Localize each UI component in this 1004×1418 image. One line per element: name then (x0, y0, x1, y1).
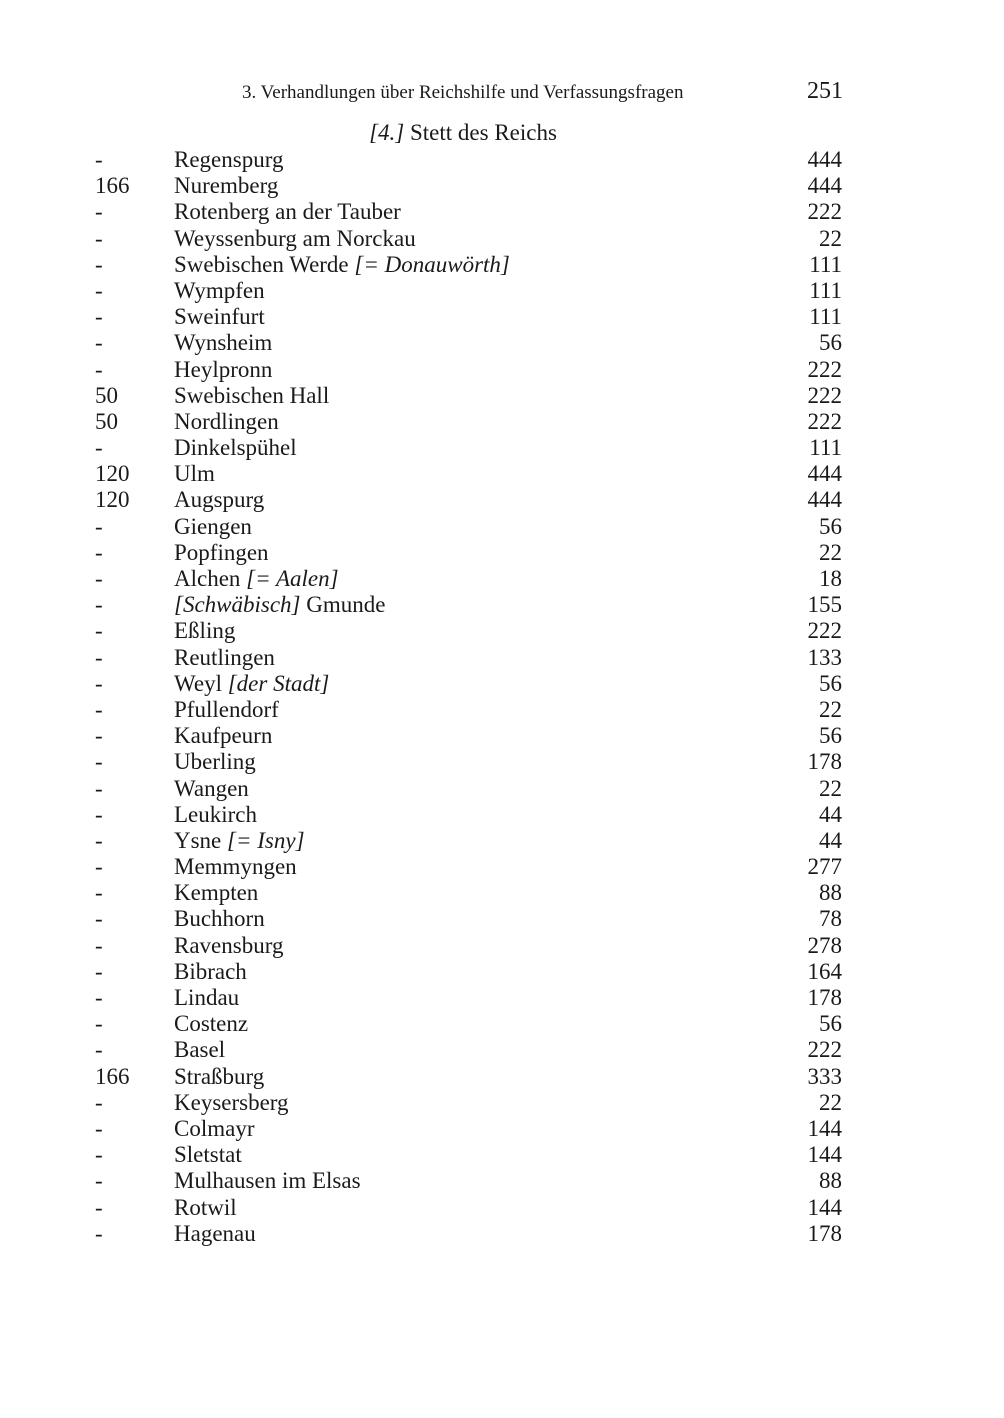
city-name-cell (174, 1090, 289, 1116)
city-name-cell (174, 749, 256, 775)
assessment-value: 444 (807, 487, 842, 513)
assessment-value: 111 (809, 251, 842, 277)
contribution-amount: - (95, 225, 103, 251)
city-name-cell (174, 592, 385, 618)
assessment-value: 56 (819, 1011, 842, 1037)
city-name-cell (174, 618, 235, 644)
assessment-value: 178 (807, 749, 842, 775)
table-row (0, 749, 1004, 775)
contribution-amount: 166 (95, 173, 130, 199)
city-name-cell (174, 330, 272, 356)
assessment-value: 144 (807, 1115, 842, 1141)
city-name-cell (174, 1037, 225, 1063)
editorial-note: [Schwäbisch] (174, 592, 301, 618)
assessment-value: 88 (819, 1168, 842, 1194)
table-row (0, 199, 1004, 225)
assessment-value: 111 (809, 304, 842, 330)
table-row (0, 1221, 1004, 1247)
table-row (0, 330, 1004, 356)
city-name: Uberling (174, 749, 256, 775)
city-name-cell (174, 697, 279, 723)
contribution-amount: - (95, 775, 103, 801)
assessment-value: 22 (819, 775, 842, 801)
city-name-cell (174, 959, 247, 985)
city-name-cell (174, 854, 297, 880)
city-name-cell (174, 1064, 264, 1090)
table-row (0, 487, 1004, 513)
assessment-value: 222 (807, 1037, 842, 1063)
assessment-value: 56 (819, 513, 842, 539)
contribution-amount: - (95, 932, 103, 958)
contribution-amount: - (95, 906, 103, 932)
city-name: Alchen (174, 566, 241, 591)
table-row (0, 1064, 1004, 1090)
section-title: Stett des Reichs (409, 120, 557, 145)
running-title: 3. Verhandlungen über Reichshilfe und Verfassungsfragen (242, 82, 684, 103)
assessment-value: 22 (819, 539, 842, 565)
contribution-amount: - (95, 1011, 103, 1037)
contribution-amount: - (95, 566, 103, 591)
city-name: Swebischen Werde (174, 251, 349, 277)
contribution-amount: - (95, 985, 103, 1010)
assessment-value: 22 (819, 225, 842, 251)
table-row (0, 828, 1004, 854)
city-name: Kaufpeurn (174, 723, 273, 749)
assessment-value: 18 (819, 566, 842, 591)
table-row (0, 461, 1004, 487)
editorial-note: [= Isny] (227, 827, 305, 853)
contribution-amount: - (95, 801, 103, 827)
contribution-amount: - (95, 827, 103, 853)
table-row (0, 854, 1004, 880)
contribution-amount: - (95, 1115, 103, 1141)
table-row (0, 592, 1004, 618)
city-name: Weyssenburg am Norckau (174, 225, 416, 251)
contribution-amount: - (95, 854, 103, 880)
assessment-value: 444 (807, 461, 842, 487)
assessment-value: 278 (807, 932, 842, 958)
assessment-value: 133 (807, 644, 842, 670)
contribution-amount: - (95, 1220, 103, 1246)
contribution-amount: - (95, 251, 103, 277)
city-name-cell (174, 173, 278, 199)
assessment-value: 111 (809, 435, 842, 461)
assessment-value: 111 (809, 277, 842, 303)
contribution-amount: - (95, 958, 103, 984)
city-name-cell (174, 1168, 361, 1194)
city-name: Eßling (174, 618, 236, 644)
table-row (0, 1090, 1004, 1116)
table-row (0, 566, 1004, 592)
city-name-cell (174, 199, 401, 225)
contribution-amount: - (95, 1168, 103, 1194)
table-row (0, 880, 1004, 906)
assessment-value: 56 (819, 330, 842, 356)
city-name: Sweinfurt (174, 304, 265, 330)
contribution-amount: - (95, 1037, 103, 1063)
table-row (0, 1168, 1004, 1194)
table-row (0, 304, 1004, 330)
contribution-amount: 50 (95, 382, 118, 408)
contribution-amount: - (95, 1089, 103, 1115)
assessment-value: 222 (807, 382, 842, 408)
city-name-cell (174, 776, 249, 802)
city-name-cell (174, 1116, 255, 1142)
contribution-amount: 120 (95, 461, 130, 487)
city-name: Wympfen (174, 277, 265, 303)
city-name: Bibrach (174, 958, 247, 984)
assessment-value: 222 (807, 618, 842, 644)
city-name-cell (174, 278, 265, 304)
table-row (0, 933, 1004, 959)
contribution-amount: - (95, 330, 103, 356)
city-name: Hagenau (174, 1220, 256, 1246)
table-row (0, 776, 1004, 802)
table-row (0, 985, 1004, 1011)
table-row (0, 959, 1004, 985)
city-name-cell (174, 1221, 256, 1247)
city-name: Pfullendorf (174, 696, 279, 722)
contribution-amount: - (95, 696, 103, 722)
assessment-value: 88 (819, 880, 842, 906)
city-name: Ysne (174, 827, 222, 853)
contribution-amount: - (95, 539, 103, 565)
city-name-cell (174, 1195, 237, 1221)
city-name: Heylpronn (174, 356, 273, 382)
city-name-cell (174, 383, 329, 409)
city-name-cell (174, 461, 215, 487)
editorial-note: [= Donauwörth] (354, 251, 510, 277)
city-name-cell (174, 252, 510, 278)
city-name: Sletstat (174, 1142, 242, 1168)
city-name-cell (174, 540, 269, 566)
assessment-value: 78 (819, 906, 842, 932)
assessment-value: 222 (807, 356, 842, 382)
table-row (0, 383, 1004, 409)
city-name-cell (174, 671, 329, 697)
city-name-cell (174, 880, 258, 906)
city-name: Straßburg (174, 1063, 265, 1089)
assessment-value: 155 (807, 592, 842, 618)
contribution-amount: - (95, 304, 103, 330)
city-name: Colmayr (174, 1115, 255, 1141)
assessment-value: 144 (807, 1142, 842, 1168)
table-row (0, 1037, 1004, 1063)
contribution-table (0, 147, 1004, 1247)
table-row (0, 409, 1004, 435)
city-name: Weyl (174, 670, 222, 696)
assessment-value: 178 (807, 985, 842, 1010)
city-name: Giengen (174, 513, 252, 539)
city-name: Wangen (174, 775, 249, 801)
city-name: Buchhorn (174, 906, 265, 932)
city-name-cell (174, 1011, 248, 1037)
contribution-amount: - (95, 356, 103, 382)
contribution-amount: - (95, 880, 103, 906)
city-name-cell (174, 723, 272, 749)
city-name-cell (174, 147, 283, 173)
table-row (0, 252, 1004, 278)
assessment-value: 44 (819, 801, 842, 827)
city-name-cell (174, 409, 279, 435)
city-name-cell (174, 802, 257, 828)
table-row (0, 802, 1004, 828)
assessment-value: 22 (819, 696, 842, 722)
city-name: Mulhausen im Elsas (174, 1168, 361, 1194)
city-name: Dinkelspühel (174, 435, 297, 461)
editorial-note: [der Stadt] (227, 670, 330, 696)
contribution-amount: - (95, 644, 103, 670)
table-row (0, 435, 1004, 461)
city-name: Kempten (174, 880, 259, 906)
section-heading (0, 120, 926, 146)
table-row (0, 618, 1004, 644)
assessment-value: 222 (807, 408, 842, 434)
city-name: Rotenberg an der Tauber (174, 199, 401, 225)
page-number: 251 (807, 78, 843, 104)
assessment-value: 22 (819, 1089, 842, 1115)
assessment-value: 444 (807, 173, 842, 199)
contribution-amount: - (95, 277, 103, 303)
city-name: Augspurg (174, 487, 265, 513)
table-row (0, 697, 1004, 723)
contribution-amount: - (95, 749, 103, 775)
city-name: Ravensburg (174, 932, 284, 958)
table-row (0, 357, 1004, 383)
city-name: Basel (174, 1037, 226, 1063)
city-name-cell (174, 514, 252, 540)
city-name: Costenz (174, 1011, 249, 1037)
table-row (0, 1116, 1004, 1142)
assessment-value: 277 (807, 854, 842, 880)
city-name: Rotwil (174, 1194, 237, 1220)
city-name: Swebischen Hall (174, 382, 330, 408)
assessment-value: 144 (807, 1194, 842, 1220)
city-name: Regenspurg (174, 147, 284, 172)
city-name-cell (174, 566, 339, 592)
assessment-value: 44 (819, 827, 842, 853)
city-name: Wynsheim (174, 330, 273, 356)
assessment-value: 333 (807, 1063, 842, 1089)
table-row (0, 645, 1004, 671)
table-row (0, 723, 1004, 749)
city-name: Nordlingen (174, 408, 279, 434)
contribution-amount: 50 (95, 408, 118, 434)
city-name: Ulm (174, 461, 215, 487)
city-name-cell (174, 487, 264, 513)
assessment-value: 222 (807, 199, 842, 225)
contribution-amount: 120 (95, 487, 130, 513)
city-name-cell (174, 435, 297, 461)
city-name: Nuremberg (174, 173, 279, 199)
table-row (0, 226, 1004, 252)
contribution-amount: - (95, 435, 103, 461)
city-name-cell (174, 304, 265, 330)
contribution-amount: - (95, 199, 103, 225)
city-name: Lindau (174, 985, 240, 1010)
table-row (0, 906, 1004, 932)
contribution-amount: - (95, 670, 103, 696)
city-name: Keysersberg (174, 1089, 289, 1115)
assessment-value: 56 (819, 670, 842, 696)
contribution-amount: - (95, 618, 103, 644)
contribution-amount: - (95, 1194, 103, 1220)
running-head (0, 78, 1004, 108)
contribution-amount: - (95, 1142, 103, 1168)
city-name-cell (174, 226, 416, 252)
table-row (0, 1011, 1004, 1037)
table-row (0, 278, 1004, 304)
editorial-note: [= Aalen] (246, 566, 339, 591)
contribution-amount: - (95, 513, 103, 539)
assessment-value: 444 (807, 147, 842, 172)
contribution-amount: 166 (95, 1063, 130, 1089)
city-name-cell (174, 828, 305, 854)
city-name-cell (174, 1142, 242, 1168)
city-name-cell (174, 357, 272, 383)
assessment-value: 56 (819, 723, 842, 749)
city-name: Memmyngen (174, 854, 297, 880)
city-name: Reutlingen (174, 644, 275, 670)
city-name-cell (174, 933, 283, 959)
table-row (0, 1195, 1004, 1221)
table-row (0, 514, 1004, 540)
city-name-cell (174, 645, 275, 671)
contribution-amount: - (95, 147, 103, 172)
city-name-cell (174, 906, 265, 932)
table-row (0, 540, 1004, 566)
section-number: [4.] (369, 120, 405, 145)
table-row (0, 173, 1004, 199)
contribution-amount: - (95, 723, 103, 749)
city-name-cell (174, 985, 239, 1011)
city-name: Gmunde (306, 592, 386, 618)
city-name: Leukirch (174, 801, 258, 827)
city-name: Popfingen (174, 539, 269, 565)
table-row (0, 671, 1004, 697)
table-row (0, 147, 1004, 173)
table-row (0, 1142, 1004, 1168)
assessment-value: 178 (807, 1220, 842, 1246)
contribution-amount: - (95, 592, 103, 618)
assessment-value: 164 (807, 958, 842, 984)
